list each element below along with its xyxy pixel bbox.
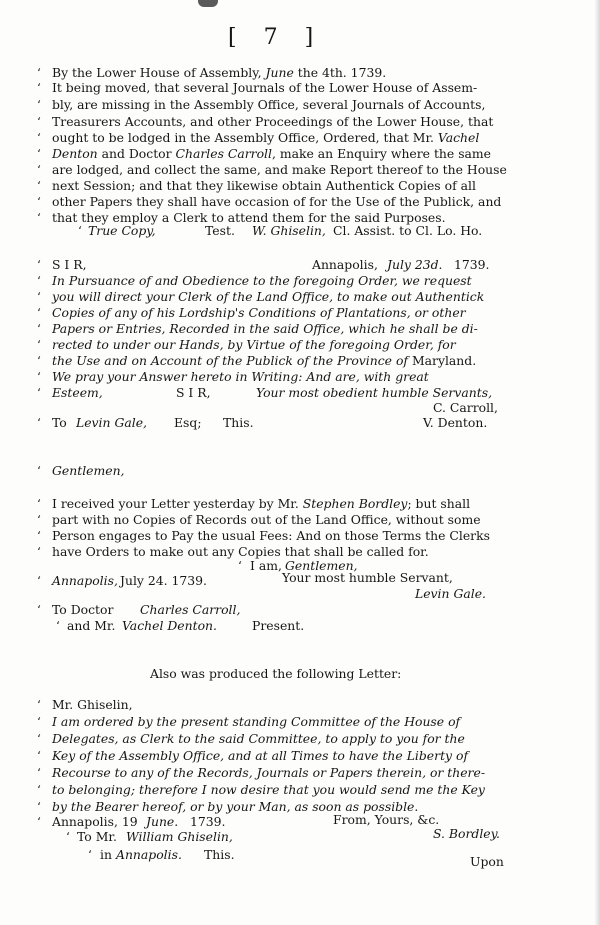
letter1-line-text: the Use and on Account of the Publick of the Province of [52, 353, 408, 368]
quote-mark: ‘ [37, 416, 41, 430]
letter2-signature: Levin Gale. [415, 586, 486, 601]
quote-mark: ‘ [56, 619, 60, 633]
quote-mark: ‘ [37, 258, 41, 272]
letter1-place: Annapolis, [312, 257, 378, 272]
letter1-line: We pray your Answer hereto in Writing: And are, with great [52, 369, 429, 384]
letter1-salutation: S I R, [52, 257, 87, 272]
letter2-date: July 24. 1739. [120, 573, 207, 588]
order-line: Treasurers Accounts, and other Proceedings of the Lower House, that [52, 114, 494, 129]
quote-mark: ‘ [37, 306, 41, 320]
order-line [52, 130, 479, 145]
quote-mark: ‘ [37, 163, 41, 177]
quote-mark: ‘ [37, 529, 41, 543]
letter2-line: part with no Copies of Records out of the Land Office, without some [52, 512, 481, 527]
quote-mark: ‘ [37, 274, 41, 288]
quote-mark: ‘ [37, 338, 41, 352]
letter3-in-place: Annapolis. [116, 847, 182, 862]
quote-mark: ‘ [37, 783, 41, 797]
letter3-line: Key of the Assembly Office, and at all Times to have the Liberty of [52, 748, 469, 763]
quote-mark: ‘ [37, 545, 41, 559]
quote-mark: ‘ [37, 115, 41, 129]
order-name-denton: Denton [52, 146, 98, 161]
letter2-line-text: ; but shall [407, 496, 471, 511]
quote-mark: ‘ [37, 698, 41, 712]
page-number: [ 7 ] [228, 25, 324, 50]
letter2-name-bordley: Stephen Bordley [302, 496, 408, 511]
letter1-line: you will direct your Clerk of the Land Office, to make out Authentick [52, 289, 485, 304]
letter1-line: Papers or Entries, Recorded in the said Office, which he shall be di- [52, 321, 478, 336]
letter1-sir: S I R, [176, 385, 211, 400]
order-line [52, 146, 491, 161]
letter3-signature: S. Bordley. [433, 826, 500, 841]
letter1-signature: C. Carroll, [433, 400, 498, 415]
order-heading-month: June [265, 65, 294, 80]
quote-mark: ‘ [238, 559, 242, 573]
order-line: that they employ a Clerk to attend them for the said Purposes. [52, 210, 446, 225]
letter2-closing: Your most humble Servant, [282, 570, 453, 585]
letter3-month: June. [146, 814, 179, 829]
quote-mark: ‘ [37, 464, 41, 478]
page-top-mark [198, 0, 218, 7]
letter3-line: I am ordered by the present standing Committee of the House of [52, 714, 461, 729]
letter1-line: In Pursuance of and Obedience to the foregoing Order, we request [52, 273, 472, 288]
letter1-signature: V. Denton. [423, 415, 488, 430]
letter2-place: Annapolis, [52, 573, 118, 588]
quote-mark: ‘ [78, 224, 82, 238]
quote-mark: ‘ [37, 290, 41, 304]
quote-mark: ‘ [37, 322, 41, 336]
quote-mark: ‘ [66, 830, 70, 844]
quote-mark: ‘ [37, 195, 41, 209]
order-name-vachel: Vachel [437, 130, 480, 145]
letter1-date: July 23d. [387, 257, 443, 272]
order-heading [52, 65, 386, 80]
order-name-charles-carroll: Charles Carroll [175, 146, 272, 161]
catchword: Upon [470, 854, 504, 869]
true-copy: True Copy, [88, 223, 156, 238]
letter1-maryland: Maryland. [411, 353, 477, 368]
quote-mark: ‘ [37, 211, 41, 225]
order-line: next Session; and that they likewise obtain Authentick Copies of all [52, 178, 476, 193]
letter3-to-name: William Ghiselin, [126, 829, 233, 844]
letter3-in: in [100, 847, 112, 862]
letter2-line: Person engages to Pay the usual Fees: And on those Terms the Clerks [52, 528, 490, 543]
letter3-line: to belonging; therefore I now desire that you would send me the Key [52, 782, 485, 797]
quote-mark: ‘ [37, 766, 41, 780]
also-produced-heading: Also was produced the following Letter: [150, 666, 402, 681]
quote-mark: ‘ [37, 513, 41, 527]
quote-mark: ‘ [37, 131, 41, 145]
letter3-this: This. [204, 847, 235, 862]
letter1-year: 1739. [454, 257, 490, 272]
order-line: are lodged, and collect the same, and make Report thereof to the House [52, 162, 507, 177]
letter1-line: Esteem, [52, 385, 103, 400]
quote-mark: ‘ [37, 497, 41, 511]
order-line-text: , make an Enquiry where the same [271, 146, 492, 161]
letter2-gentlemen: Gentlemen, [285, 558, 358, 573]
letter1-to-suffix: Esq; [174, 415, 202, 430]
quote-mark: ‘ [37, 603, 41, 617]
attestor-title: Cl. Assist. to Cl. Lo. Ho. [333, 223, 483, 238]
quote-mark: ‘ [37, 815, 41, 829]
quote-mark: ‘ [37, 749, 41, 763]
quote-mark: ‘ [37, 574, 41, 588]
letter1-to-name: Levin Gale, [76, 415, 147, 430]
quote-mark: ‘ [37, 732, 41, 746]
letter1-line [52, 353, 476, 368]
letter2-to-name1: Charles Carroll, [140, 602, 241, 617]
letter3-salutation: Mr. Ghiselin, [52, 697, 133, 712]
letter2-line-text: I received your Letter yesterday by Mr. [52, 496, 299, 511]
letter2-to-prefix: To Doctor [52, 602, 114, 617]
letter2-and-mr: and Mr. [67, 618, 116, 633]
letter1-line: rected to under our Hands, by Virtue of the foregoing Order, for [52, 337, 456, 352]
quote-mark: ‘ [37, 66, 41, 80]
letter3-year: 1739. [190, 814, 226, 829]
letter3-from: From, Yours, &c. [333, 812, 440, 827]
quote-mark: ‘ [37, 354, 41, 368]
letter2-salutation: Gentlemen, [52, 463, 125, 478]
order-line-text: and Doctor [101, 146, 172, 161]
letter2-line: have Orders to make out any Copies that shall be called for. [52, 544, 429, 559]
letter3-to-prefix: To Mr. [77, 829, 117, 844]
test-label: Test. [205, 223, 235, 238]
attestor-name: W. Ghiselin, [252, 223, 326, 238]
letter3-line: Recourse to any of the Records, Journals or Papers therein, or there- [52, 765, 486, 780]
letter2-line [52, 496, 470, 511]
quote-mark: ‘ [88, 848, 92, 862]
quote-mark: ‘ [37, 179, 41, 193]
quote-mark: ‘ [37, 715, 41, 729]
letter2-present: Present. [252, 618, 305, 633]
quote-mark: ‘ [37, 370, 41, 384]
letter3-line: by the Bearer hereof, or by your Man, as soon as possible. [52, 799, 419, 814]
order-line: It being moved, that several Journals of the Lower House of Assem- [52, 80, 478, 95]
order-heading-text: By the Lower House of Assembly, [52, 65, 262, 80]
order-line: bly, are missing in the Assembly Office, several Journals of Accounts, [52, 97, 486, 112]
letter3-place-date: Annapolis, 19 [52, 814, 138, 829]
letter1-to-prefix: To [52, 415, 67, 430]
quote-mark: ‘ [37, 81, 41, 95]
quote-mark: ‘ [37, 386, 41, 400]
quote-mark: ‘ [37, 147, 41, 161]
letter2-i-am: I am, [250, 558, 282, 573]
quote-mark: ‘ [37, 98, 41, 112]
order-line: other Papers they shall have occasion of for the Use of the Publick, and [52, 194, 502, 209]
order-heading-year: the 4th. 1739. [297, 65, 387, 80]
page-binding-edge [594, 0, 600, 925]
letter1-closing: Your most obedient humble Servants, [256, 385, 493, 400]
order-line-text: ought to be lodged in the Assembly Office, Ordered, that Mr. [52, 130, 434, 145]
letter2-to-name2: Vachel Denton. [122, 618, 217, 633]
quote-mark: ‘ [37, 800, 41, 814]
letter1-this: This. [223, 415, 254, 430]
letter3-line: Delegates, as Clerk to the said Committee, to apply to you for the [52, 731, 465, 746]
letter1-line: Copies of any of his Lordship's Conditions of Plantations, or other [52, 305, 466, 320]
